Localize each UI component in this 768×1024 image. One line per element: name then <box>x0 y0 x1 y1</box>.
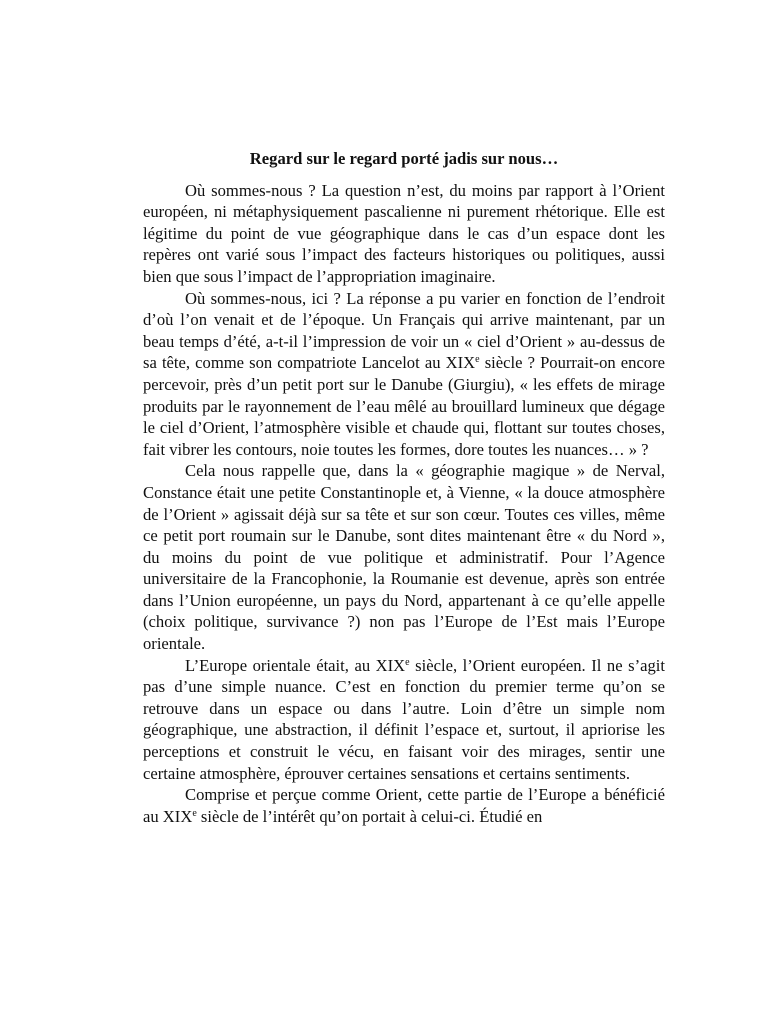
paragraph-2 <box>143 288 665 461</box>
paragraph-text: Où sommes-nous ? La question n’est, du moins par rapport à l’Orient européen, ni métaphysiquement pascalienne ni purement rhétorique. Elle est légitime du point de vue géographique dans le cas d’un espace dont les repères ont varié sous l’impact des facteurs historiques ou politiques, aussi bien que sous l’impact de l’appropriation imaginaire. <box>143 180 665 286</box>
century-superscript: e <box>405 656 410 668</box>
paragraph-3 <box>143 460 665 654</box>
paragraph-text: Cela nous rappelle que, dans la « géographie magique » de Nerval, Constance était une petite Constantinople et, à Vienne, « la douce atmosphère de l’Orient » agissait déjà sur sa tête et sur son cœur. Toutes ces villes, même ce petit port roumain sur le Danube, sont dites maintenant être « du Nord », du moins du point de vue politique et administratif. Pour l’Agence universitaire de la Francophonie, la Roumanie est devenue, après son entrée dans l’Union européenne, un pays du Nord, appartenant à ce qu’elle appelle (choix politique, survivance ?) non pas l’Europe de l’Est mais l’Europe orientale. <box>143 461 665 654</box>
paragraph-text: siècle de l’intérêt qu’on portait à celui-ci. Étudié en <box>196 806 543 826</box>
century-superscript: e <box>475 354 480 366</box>
paragraph-1 <box>143 180 665 288</box>
paragraph-text: Où sommes-nous, ici ? La réponse a pu varier en fonction de l’endroit d’où l’on venait et de l’époque. Un Français qui arrive maintenant, par un beau temps d’été, a-t-il l’impression de voir un « ciel d’Orient » au-dessus de sa tête, comme son compatriote Lancelot au XIX <box>143 288 665 373</box>
document-body <box>143 148 665 827</box>
paragraph-text: Comprise et perçue comme Orient, cette partie de l’Europe a bénéficié au XIX <box>143 785 665 826</box>
document-title: Regard sur le regard porté jadis sur nous… <box>249 149 559 168</box>
paragraph-text: L’Europe orientale était, au XIX <box>185 655 406 675</box>
paragraph-text: siècle ? Pourrait-on encore percevoir, près d’un petit port sur le Danube (Giurgiu), « les effets de mirage produits par le rayonnement de l’eau mêlé au brouillard lumineux que dégage le ciel d’Orient, l’atmosphère visible et chaude qui, flottant sur toutes choses, fait vibrer les contours, noie toutes les formes, dore toutes les nuances… » ? <box>143 353 665 459</box>
paragraph-text: siècle, l’Orient européen. Il ne s’agit pas d’une simple nuance. C’est en fonction du premier terme qu’on se retrouve dans un espace ou dans l’autre. Loin d’être un simple nom géographique, une abstraction, il définit l’espace et, surtout, il apriorise les perceptions et construit le vécu, en faisant voir des mirages, sentir une certaine atmosphère, éprouver certaines sensations et certains sentiments. <box>143 655 665 783</box>
paragraph-4 <box>143 655 665 785</box>
century-superscript: e <box>192 807 197 819</box>
paragraph-5 <box>143 784 665 827</box>
